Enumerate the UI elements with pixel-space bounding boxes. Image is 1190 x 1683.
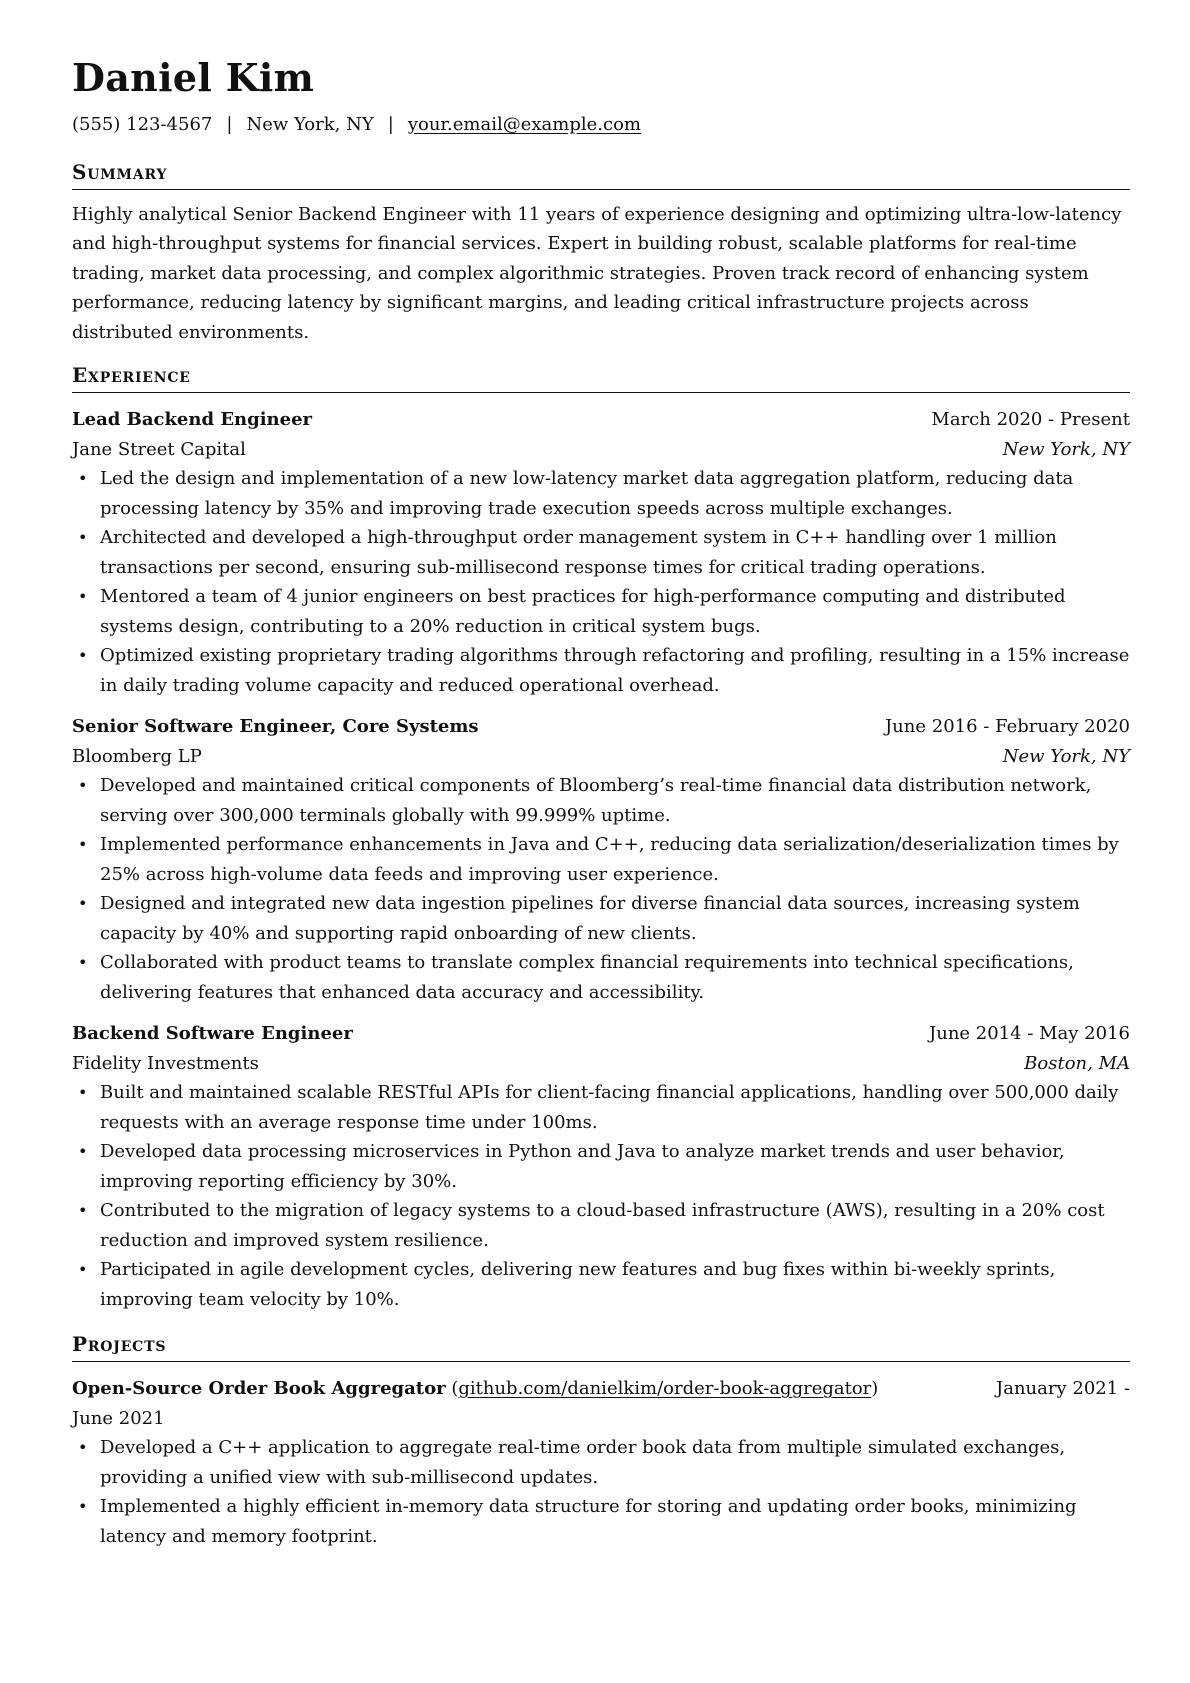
job-bullet: • Collaborated with product teams to translate complex financial requirements into technical specifications, delivering features that enhanced data accuracy and accessibility. [72,948,1130,1007]
job-bullet: • Optimized existing proprietary trading algorithms through refactoring and profiling, resulting in a 15% increase in daily trading volume capacity and reduced operational overhead. [72,641,1130,700]
candidate-name: Daniel Kim [72,55,315,100]
project-link[interactable]: github.com/danielkim/order-book-aggregator [458,1378,872,1400]
project-title-row [72,1374,1130,1404]
job-bullet: • Implemented performance enhancements in Java and C++, reducing data serialization/deserialization times by 25% across high-volume data feeds and improving user experience. [72,830,1130,889]
contact-line [72,113,1130,135]
job-company-row [72,742,1130,772]
job-bullet: • Led the design and implementation of a new low-latency market data aggregation platform, reducing data processing latency by 35% and improving trade execution speeds across multiple exchanges. [72,464,1130,523]
job-bullet: • Contributed to the migration of legacy systems to a cloud-based infrastructure (AWS), resulting in a 20% cost reduction and improved system resilience. [72,1196,1130,1255]
job-bullets [72,464,1130,700]
job-entry [72,712,1130,1007]
contact-location: New York, NY [246,113,374,135]
project-date-end: June 2021 [72,1407,165,1429]
project-bullets [72,1433,1130,1551]
summary-text: Highly analytical Senior Backend Engineer with 11 years of experience designing and optimizing ultra-low-latency and high-throughput systems for financial services. Expert in building robust, scalable platforms for real-time trading, market data processing, and complex algorithmic strategies. Proven track record of enhancing system performance, reducing latency by significant margins, and leading critical infrastructure projects across distributed environments. [72,203,1122,343]
projects-section [72,1332,1130,1551]
job-bullet: • Built and maintained scalable RESTful APIs for client-facing financial applications, handling over 500,000 daily requests with an average response time under 100ms. [72,1078,1130,1137]
job-title-row [72,405,1130,435]
job-entry [72,1019,1130,1314]
job-bullets [72,1078,1130,1314]
job-bullet: • Architected and developed a high-throughput order management system in C++ handling over 1 million transactions per second, ensuring sub-millisecond response times for critical trading operations. [72,523,1130,582]
job-entry [72,405,1130,700]
project-link-wrapper: (github.com/danielkim/order-book-aggregator) [451,1378,879,1400]
experience-section [72,363,1130,1314]
job-role: Senior Software Engineer, Core Systems [72,716,479,738]
contact-email-link[interactable]: your.email@example.com [407,113,641,135]
job-role: Lead Backend Engineer [72,409,313,431]
job-title-row [72,1019,1130,1049]
projects-heading: Projects [72,1332,1130,1362]
job-company: Fidelity Investments [72,1052,259,1074]
job-bullets [72,771,1130,1007]
job-bullet: • Participated in agile development cycles, delivering new features and bug fixes within bi-weekly sprints, improving team velocity by 10%. [72,1255,1130,1314]
job-company: Bloomberg LP [72,745,202,767]
job-role: Backend Software Engineer [72,1023,353,1045]
summary-heading: Summary [72,160,1130,190]
job-location: New York, NY [1002,745,1130,767]
project-bullet: • Developed a C++ application to aggregate real-time order book data from multiple simulated exchanges, providing a unified view with sub-millisecond updates. [72,1433,1130,1492]
job-dates: June 2016 - February 2020 [884,716,1130,738]
job-dates: June 2014 - May 2016 [929,1023,1130,1045]
project-date-start: January 2021 - [996,1378,1130,1400]
project-name: Open-Source Order Book Aggregator [72,1378,446,1400]
job-location: Boston, MA [1024,1052,1130,1074]
job-bullet: • Developed and maintained critical components of Bloomberg’s real-time financial data distribution network, serving over 300,000 terminals globally with 99.999% uptime. [72,771,1130,830]
job-company-row [72,435,1130,465]
job-bullet: • Mentored a team of 4 junior engineers on best practices for high-performance computing and distributed systems design, contributing to a 20% reduction in critical system bugs. [72,582,1130,641]
job-location: New York, NY [1002,438,1130,460]
project-entry [72,1374,1130,1551]
contact-phone: (555) 123-4567 [72,113,213,135]
contact-separator: | [226,113,233,135]
job-title-row [72,712,1130,742]
job-dates: March 2020 - Present [931,409,1130,431]
job-bullet: • Developed data processing microservices in Python and Java to analyze market trends and user behavior, improving reporting efficiency by 30%. [72,1137,1130,1196]
project-bullet: • Implemented a highly efficient in-memory data structure for storing and updating order books, minimizing latency and memory footprint. [72,1492,1130,1551]
summary-section [72,160,1130,348]
experience-heading: Experience [72,363,1130,393]
contact-separator: | [387,113,394,135]
job-company: Jane Street Capital [72,438,246,460]
job-bullet: • Designed and integrated new data ingestion pipelines for diverse financial data sources, increasing system capacity by 40% and supporting rapid onboarding of new clients. [72,889,1130,948]
job-company-row [72,1049,1130,1079]
resume-header [72,56,1130,134]
